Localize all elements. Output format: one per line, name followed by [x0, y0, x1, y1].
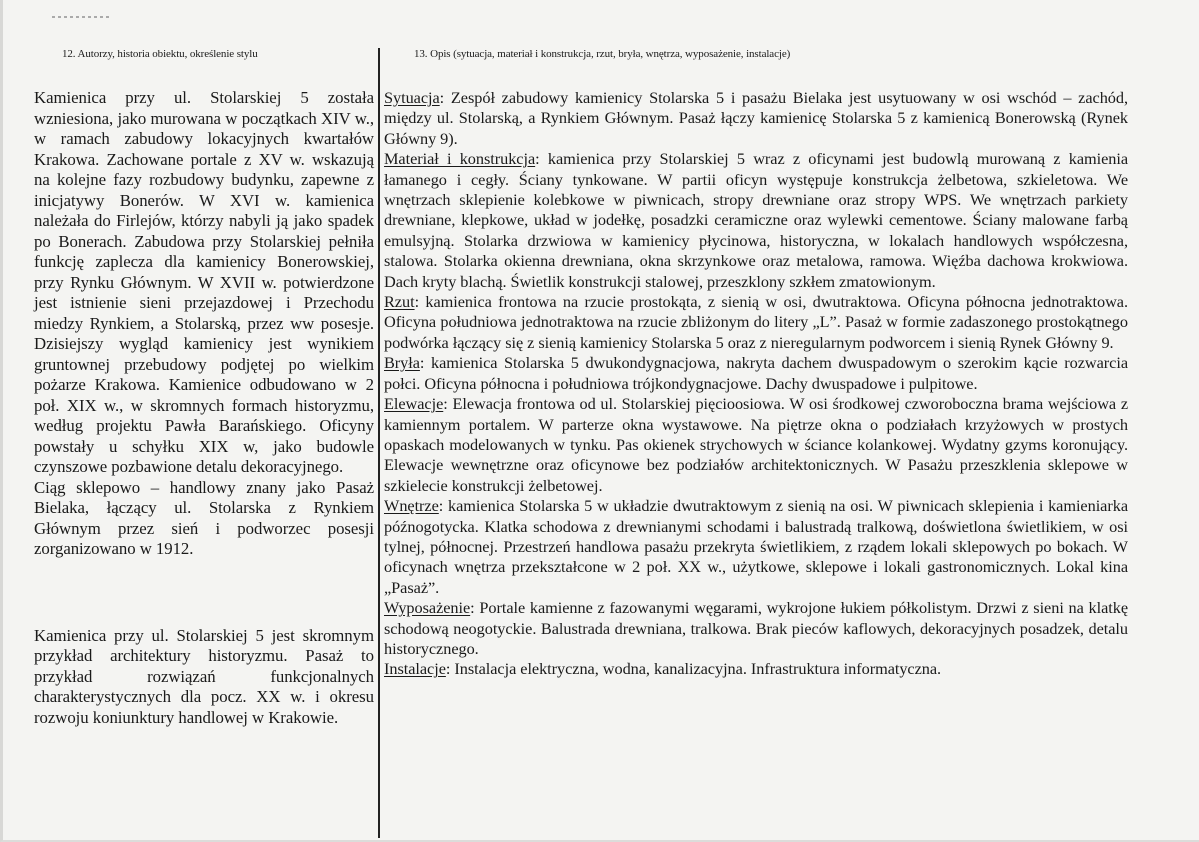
bryla-paragraph [384, 353, 1128, 394]
sytuacja-label: Sytuacja [384, 88, 440, 107]
bryla-text: : kamienica Stolarska 5 dwukondygnacjowa, nakryta dachem dwuspadowym o szerokim kącie rozwarcia połci. Oficyna północna i południowa trójkondygnacjowe. Dachy dwuspadowe i pulpitowe. [384, 353, 1128, 393]
elewacje-label: Elewacje [384, 394, 444, 414]
material-paragraph [384, 149, 1128, 292]
wnetrze-paragraph [384, 496, 1128, 598]
rzut-label: Rzut [384, 292, 415, 312]
wyposazenie-label: Wyposażenie [384, 598, 471, 618]
history-column [34, 88, 374, 728]
instalacje-text: : Instalacja elektryczna, wodna, kanalizacyjna. Infrastruktura informatyczna. [445, 659, 942, 679]
instalacje-paragraph [384, 659, 1128, 679]
section-13-header: 13. Opis (sytuacja, materiał i konstrukcja, rzut, bryła, wnętrza, wyposażenie, instalacje) [414, 48, 791, 60]
bryla-label: Bryła [384, 353, 420, 373]
column-divider [378, 48, 380, 838]
paragraph-gap [34, 560, 374, 626]
wnetrze-text: : kamienica Stolarska 5 w układzie dwutraktowym z sienią na osi. W piwnicach sklepienia i kamieniarka późnogotycka. Klatka schodowa z drewnianymi schodami i balustradą tralkową, doświetlona świetlikiem, w osi tylnej, północnej. Przestrzeń handlowa pasażu przekryta świetlikiem, z rządem lokali sklepowych po bokach. W oficynach wnętrza przekształcone w 2 poł. XX w., użytkowe, sklepowe i lokali gastronomicznych. Lokal kina „Pasaż”. [384, 496, 1128, 597]
wyposazenie-text: : Portale kamienne z fazowanymi węgarami, wykrojone łukiem półkolistym. Drzwi z sieni na klatkę schodową neogotyckie. Balustrada drewniana, tralkowa. Brak pieców kaflowych, dekoracyjnych posadzek, detalu historycznego. [384, 598, 1128, 658]
section-12-header: 12. Autorzy, historia obiektu, określenie stylu [62, 48, 258, 60]
rzut-text: : kamienica frontowa na rzucie prostokąta, z sienią w osi, dwutraktowa. Oficyna północna jednotraktowa. Oficyna południowa jednotraktowa na rzucie zbliżonym do litery „L”. Pasaż w formie zadaszonego prostokątnego podwórka łączący się z sienią kamienicy Stolarska 5 oraz z nieregularnym podworcem i sienią Rynek Główny 9. [384, 292, 1128, 352]
scan-mark [52, 16, 112, 18]
wyposazenie-paragraph [384, 598, 1128, 659]
sytuacja-text: : Zespół zabudowy kamienicy Stolarska 5 i pasażu Bielaka jest usytuowany w osi wschód – zachód, między ul. Stolarską, a Rynkiem Głównym. Pasaż łączy kamienicę Stolarska 5 z kamienicą Bonerowską (Rynek Główny 9). [384, 88, 1128, 148]
wnetrze-label: Wnętrze [384, 496, 439, 516]
rzut-paragraph [384, 292, 1128, 353]
material-text: : kamienica przy Stolarskiej 5 wraz z oficynami jest budowlą murowaną z kamienia łamanego i cegły. Ściany tynkowane. W partii oficyn występuje konstrukcja żelbetowa, szkieletowa. We wnętrzach sklepienie kolebkowe w piwnicach, stropy drewniane oraz stropy WPS. We wnętrzach parkiety drewniane, klepkowe, układ w jodełkę, posadzki ceramiczne oraz wylewki cementowe. Ściany malowane farbą emulsyjną. Stolarka drzwiowa w kamienicy płycinowa, historyczna, w lokalach handlowych współczesna, stalowa. Stolarka okienna drewniana, okna skrzynkowe oraz metalowa, ramowa. Więźba dachowa krokwiowa. Dach kryty blachą. Świetlik konstrukcji stalowej, przeszklony szkłem zmatowionym. [384, 149, 1128, 291]
elewacje-paragraph [384, 394, 1128, 496]
material-label: Materiał i konstrukcja [384, 149, 536, 169]
style-paragraph: Kamienica przy ul. Stolarskiej 5 jest skromnym przykład architektury historyzmu. Pasaż to przykład rozwiązań funkcjonalnych charakterystycznych dla pocz. XX w. i okresu rozwoju koniunktury handlowej w Krakowie. [34, 625, 374, 727]
instalacje-label: Instalacje [384, 659, 446, 679]
description-column [384, 88, 1128, 680]
elewacje-text: : Elewacja frontowa od ul. Stolarskiej pięcioosiowa. W osi środkowej czworoboczna brama wejściowa z kamiennym portalem. W parterze okna wystawowe. Na piętrze okna o podziałach krzyżowych w prostych opaskach modelowanych w tynku. Pas okienek strychowych w ściance kolankowej. Wydatny gzyms koronujący. Elewacje wewnętrzne oraz oficynowe bez podziałów architektonicznych. W Pasażu przeszklenia sklepowe w szkielecie konstrukcji żelbetowej. [384, 394, 1128, 495]
passage-history-paragraph: Ciąg sklepowo – handlowy znany jako Pasaż Bielaka, łączący ul. Stolarska z Rynkiem Głównym przez sień i podworzec posesji zorganizowano w 1912. [34, 477, 374, 558]
history-paragraph: Kamienica przy ul. Stolarskiej 5 została wzniesiona, jako murowana w początkach XIV w., w ramach zabudowy lokacyjnych kwartałów Krakowa. Zachowane portale z XV w. wskazują na kolejne fazy rozbudowy budynku, zapewne z inicjatywy Bonerów. W XVI w. kamienica należała do Firlejów, którzy nabyli ją jako spadek po Bonerach. Zabudowa przy Stolarskiej pełniła funkcję zaplecza dla kamienicy Bonerowskiej, przy Rynku Głównym. W XVII w. potwierdzone jest istnienie sieni przejazdowej i Przechodu miedzy Rynkiem, a Stolarską, przez ww posesje. Dzisiejszy wygląd kamienicy jest wynikiem gruntownej przebudowy podjętej po wielkim pożarze Krakowa. Kamienice odbudowano w 2 poł. XIX w., w skromnych formach historyzmu, według projektu Pawła Barańskiego. Oficyny powstały u schyłku XIX w, jako budowle czynszowe pozbawione detalu dekoracyjnego. [34, 88, 374, 476]
sytuacja-paragraph [384, 88, 1128, 149]
